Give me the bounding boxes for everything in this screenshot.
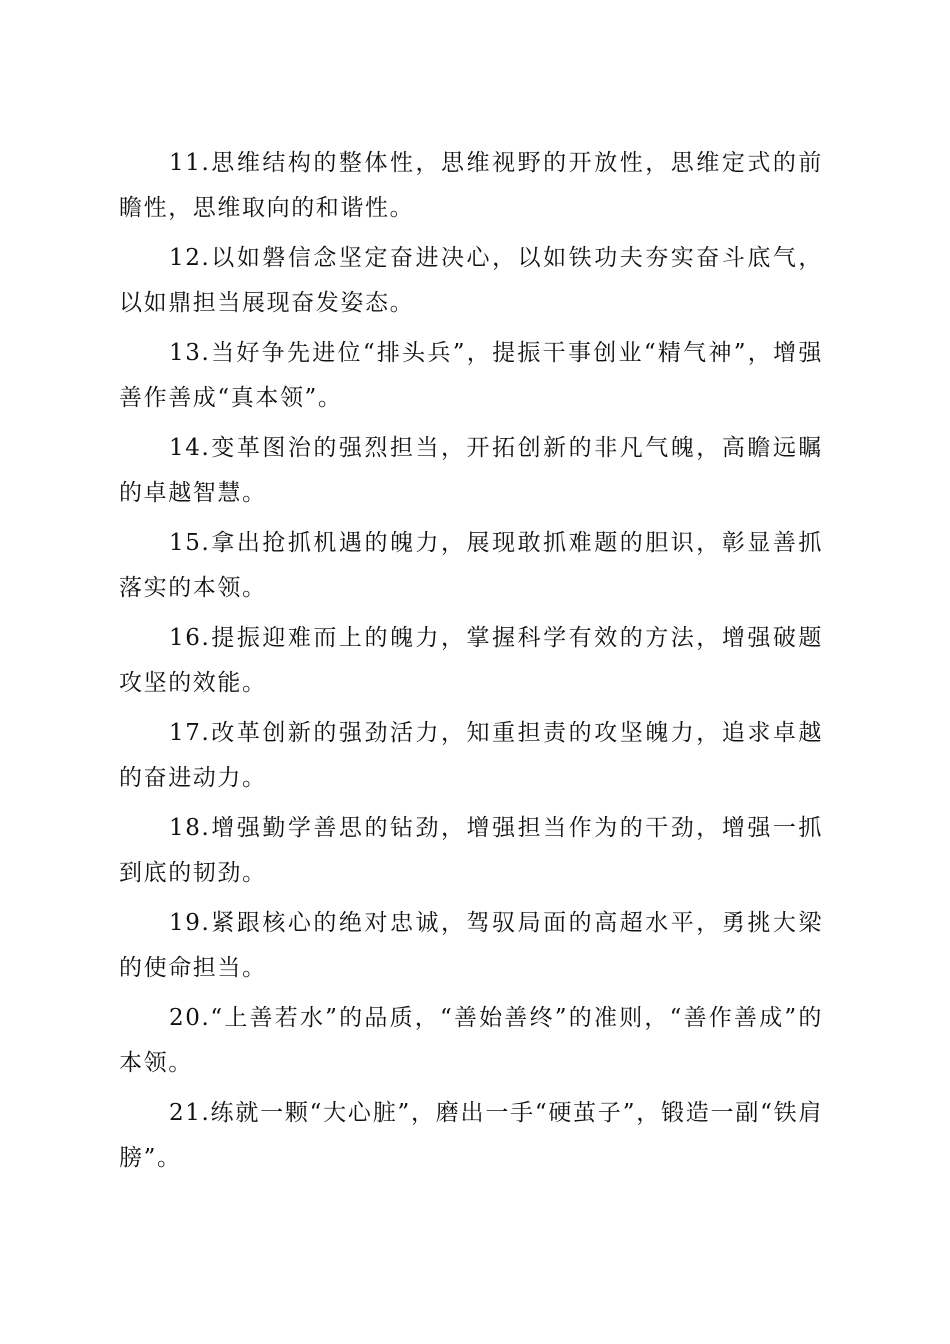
- paragraph-15: 15.拿出抢抓机遇的魄力，展现敢抓难题的胆识，彰显善抓落实的本领。: [119, 530, 823, 601]
- paragraph-13: 13.当好争先进位“排头兵”，提振干事创业“精气神”，增强善作善成“真本领”。: [119, 340, 823, 411]
- paragraph-17: 17.改革创新的强劲活力，知重担责的攻坚魄力，追求卓越的奋进动力。: [119, 720, 823, 791]
- paragraph-21: 21.练就一颗“大心脏”，磨出一手“硬茧子”，锻造一副“铁肩膀”。: [119, 1100, 823, 1171]
- paragraph-12: 12.以如磐信念坚定奋进决心，以如铁功夫夯实奋斗底气，以如鼎担当展现奋发姿态。: [119, 245, 823, 316]
- paragraph-14: 14.变革图治的强烈担当，开拓创新的非凡气魄，高瞻远瞩的卓越智慧。: [119, 435, 823, 506]
- paragraph-18: 18.增强勤学善思的钻劲，增强担当作为的干劲，增强一抓到底的韧劲。: [119, 815, 823, 886]
- paragraph-20: 20.“上善若水”的品质，“善始善终”的准则，“善作善成”的本领。: [119, 1005, 823, 1076]
- document-body: [119, 141, 823, 1186]
- paragraph-16: 16.提振迎难而上的魄力，掌握科学有效的方法，增强破题攻坚的效能。: [119, 625, 823, 696]
- paragraph-11: 11.思维结构的整体性，思维视野的开放性，思维定式的前瞻性，思维取向的和谐性。: [119, 150, 823, 221]
- paragraph-19: 19.紧跟核心的绝对忠诚，驾驭局面的高超水平，勇挑大梁的使命担当。: [119, 910, 823, 981]
